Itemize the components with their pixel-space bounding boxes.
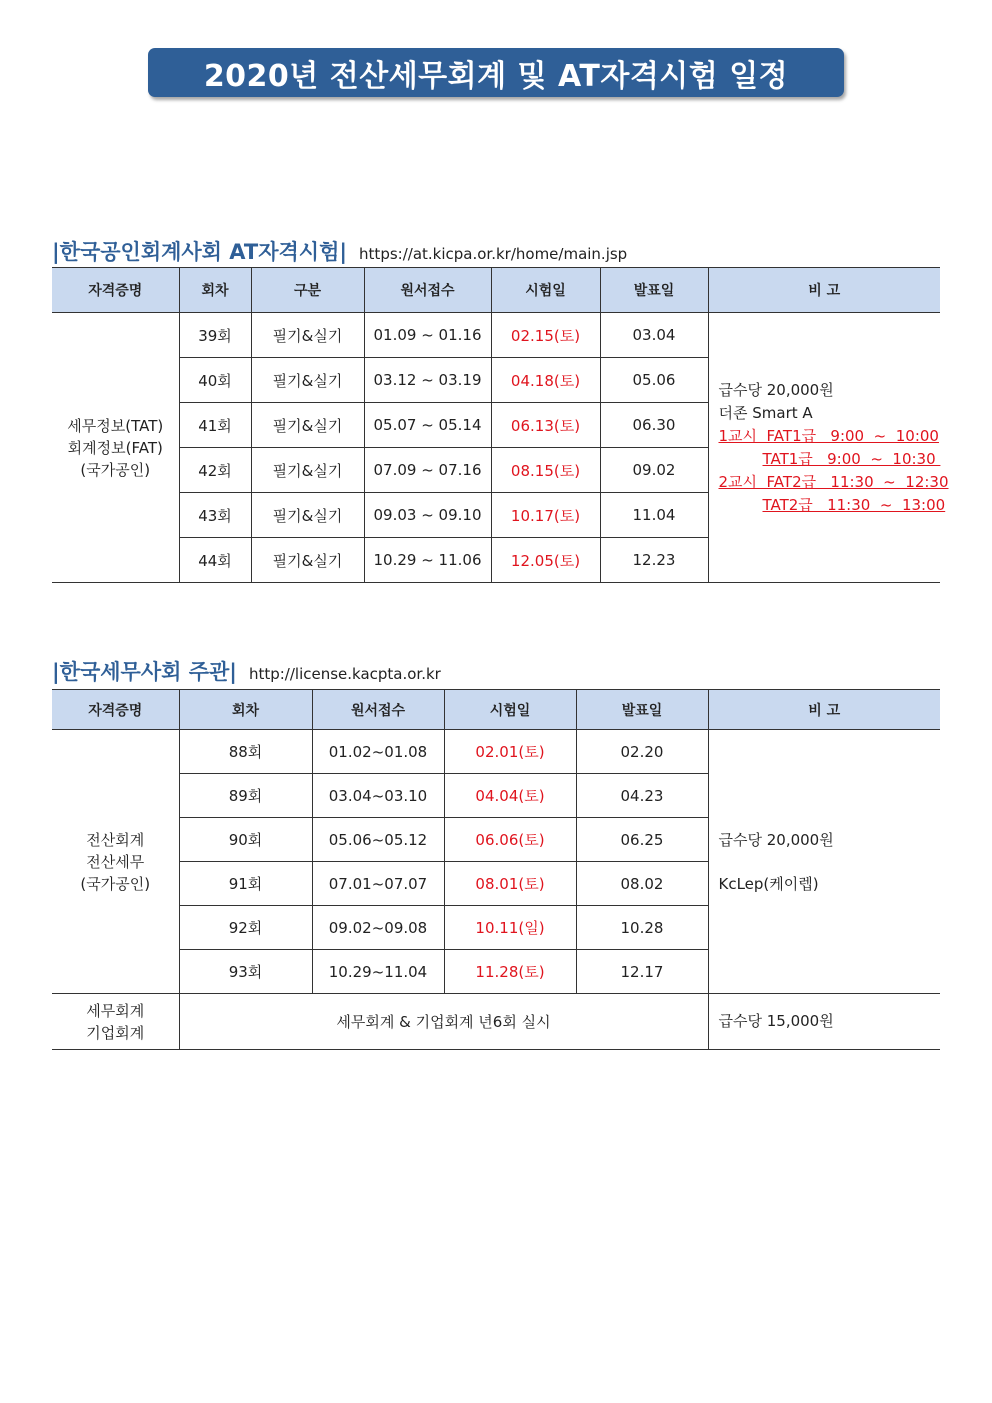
- schedule-line: TAT1급 9:00 ~ 10:30: [762, 449, 941, 468]
- section2-org: 한국세무사회 주관: [59, 660, 230, 684]
- exam-cell: 04.04(토): [444, 774, 576, 818]
- program-text: KcLep(케이렙): [718, 874, 819, 893]
- result-cell: 05.06: [600, 358, 708, 403]
- table-header-row: [52, 690, 940, 730]
- cert-line: 세무회계: [86, 1001, 145, 1020]
- schedule-line: TAT2급 11:30 ~ 13:00: [762, 495, 946, 514]
- round-cell: 88회: [179, 730, 312, 774]
- round-cell: 44회: [179, 538, 251, 583]
- apply-cell: 07.09 ~ 07.16: [364, 448, 491, 493]
- schedule-line: 1교시 FAT1급 9:00 ~ 10:00: [718, 426, 939, 445]
- extra-fee-cell: 급수당 15,000원: [708, 994, 940, 1050]
- table-header-row: [52, 268, 940, 313]
- apply-cell: 10.29 ~ 11.06: [364, 538, 491, 583]
- header-type: 구분: [251, 268, 364, 313]
- result-cell: 02.20: [576, 730, 708, 774]
- fee-text: 급수당 20,000원: [718, 830, 834, 849]
- header-apply: 원서접수: [364, 268, 491, 313]
- exam-cell: 02.01(토): [444, 730, 576, 774]
- header-note: 비 고: [708, 690, 940, 730]
- apply-cell: 05.07 ~ 05.14: [364, 403, 491, 448]
- header-cert: 자격증명: [52, 268, 179, 313]
- result-cell: 04.23: [576, 774, 708, 818]
- extra-cert-cell: [52, 994, 179, 1050]
- exam-cell: 10.17(토): [491, 493, 600, 538]
- type-cell: 필기&실기: [251, 313, 364, 358]
- result-cell: 12.23: [600, 538, 708, 583]
- note-cell: [708, 730, 940, 994]
- cert-cell: [52, 730, 179, 994]
- schedule-line: 2교시 FAT2급 11:30 ~ 12:30: [718, 472, 949, 491]
- page-title: 2020년 전산세무회계 및 AT자격시험 일정: [148, 48, 844, 97]
- apply-cell: 01.02~01.08: [312, 730, 444, 774]
- section2-bar-right: |: [229, 660, 237, 684]
- result-cell: 12.17: [576, 950, 708, 994]
- section2-bar-left: |: [52, 660, 60, 684]
- header-apply: 원서접수: [312, 690, 444, 730]
- result-cell: 10.28: [576, 906, 708, 950]
- exam-cell: 06.06(토): [444, 818, 576, 862]
- extra-desc-cell: 세무회계 & 기업회계 년6회 실시: [179, 994, 708, 1050]
- apply-cell: 03.04~03.10: [312, 774, 444, 818]
- result-cell: 08.02: [576, 862, 708, 906]
- cert-line: (국가공인): [80, 874, 151, 893]
- round-cell: 92회: [179, 906, 312, 950]
- section1-org: 한국공인회계사회 AT자격시험: [59, 240, 340, 264]
- section1-bar-right: |: [339, 240, 348, 264]
- round-cell: 90회: [179, 818, 312, 862]
- result-cell: 03.04: [600, 313, 708, 358]
- cert-line: 회계정보(FAT): [67, 438, 163, 457]
- fee-text: 급수당 20,000원: [718, 380, 834, 399]
- cert-line: 전산회계: [86, 830, 145, 849]
- header-cert: 자격증명: [52, 690, 179, 730]
- header-round: 회차: [179, 268, 251, 313]
- section1-url-link[interactable]: https://at.kicpa.or.kr/home/main.jsp: [359, 245, 628, 263]
- header-round: 회차: [179, 690, 312, 730]
- note-cell: [708, 313, 949, 583]
- exam-cell: 11.28(토): [444, 950, 576, 994]
- program-text: 더존 Smart A: [718, 403, 813, 422]
- exam-cell: 06.13(토): [491, 403, 600, 448]
- round-cell: 42회: [179, 448, 251, 493]
- apply-cell: 07.01~07.07: [312, 862, 444, 906]
- header-note: 비 고: [708, 268, 940, 313]
- apply-cell: 03.12 ~ 03.19: [364, 358, 491, 403]
- type-cell: 필기&실기: [251, 493, 364, 538]
- result-cell: 06.25: [576, 818, 708, 862]
- section1-table: [52, 267, 949, 583]
- result-cell: 06.30: [600, 403, 708, 448]
- header-exam: 시험일: [491, 268, 600, 313]
- exam-cell: 10.11(일): [444, 906, 576, 950]
- round-cell: 43회: [179, 493, 251, 538]
- exam-cell: 04.18(토): [491, 358, 600, 403]
- apply-cell: 09.03 ~ 09.10: [364, 493, 491, 538]
- section1-bar-left: |: [52, 240, 60, 264]
- apply-cell: 01.09 ~ 01.16: [364, 313, 491, 358]
- round-cell: 91회: [179, 862, 312, 906]
- cert-line: (국가공인): [80, 460, 151, 479]
- apply-cell: 09.02~09.08: [312, 906, 444, 950]
- exam-cell: 02.15(토): [491, 313, 600, 358]
- round-cell: 40회: [179, 358, 251, 403]
- exam-cell: 12.05(토): [491, 538, 600, 583]
- header-result: 발표일: [600, 268, 708, 313]
- exam-cell: 08.01(토): [444, 862, 576, 906]
- round-cell: 39회: [179, 313, 251, 358]
- table-row: [52, 730, 940, 774]
- round-cell: 93회: [179, 950, 312, 994]
- table-row-extra: [52, 994, 940, 1050]
- cert-line: 전산세무: [86, 852, 145, 871]
- round-cell: 89회: [179, 774, 312, 818]
- header-exam: 시험일: [444, 690, 576, 730]
- type-cell: 필기&실기: [251, 403, 364, 448]
- type-cell: 필기&실기: [251, 358, 364, 403]
- table-row: [52, 313, 940, 358]
- section2-header: [52, 656, 441, 686]
- cert-line: 세무정보(TAT): [67, 416, 164, 435]
- section2-url-link[interactable]: http://license.kacpta.or.kr: [248, 665, 441, 683]
- round-cell: 41회: [179, 403, 251, 448]
- apply-cell: 10.29~11.04: [312, 950, 444, 994]
- section1-header: [52, 236, 627, 266]
- cert-cell: [52, 313, 179, 583]
- result-cell: 09.02: [600, 448, 708, 493]
- cert-line: 기업회계: [86, 1023, 145, 1042]
- section2-table: [52, 689, 940, 1050]
- exam-cell: 08.15(토): [491, 448, 600, 493]
- type-cell: 필기&실기: [251, 538, 364, 583]
- header-result: 발표일: [576, 690, 708, 730]
- result-cell: 11.04: [600, 493, 708, 538]
- apply-cell: 05.06~05.12: [312, 818, 444, 862]
- type-cell: 필기&실기: [251, 448, 364, 493]
